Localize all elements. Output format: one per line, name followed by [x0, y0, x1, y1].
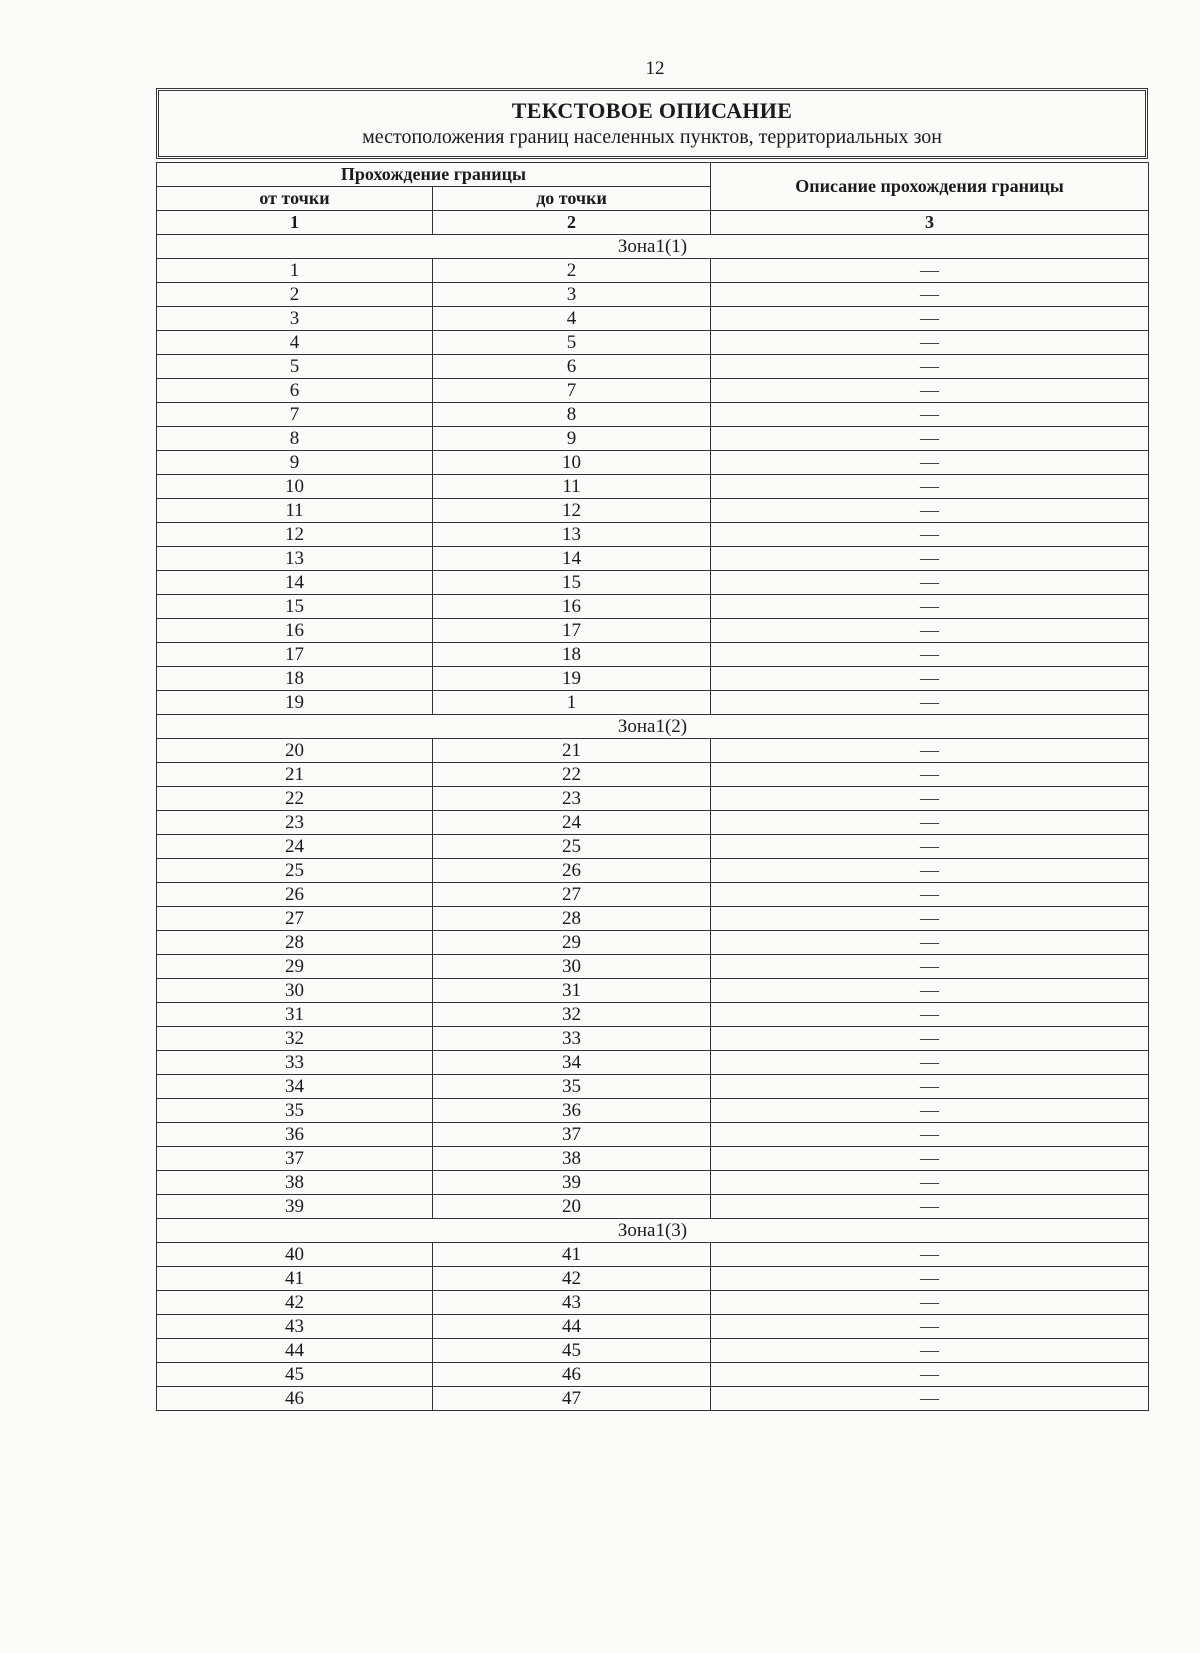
to-point-cell: 17	[433, 619, 711, 643]
table-row	[157, 979, 1149, 1003]
table-row	[157, 427, 1149, 451]
from-point-cell: 28	[157, 931, 433, 955]
to-point-cell: 23	[433, 787, 711, 811]
zone-label: Зона1(2)	[157, 715, 1149, 739]
to-point-cell: 33	[433, 1027, 711, 1051]
from-point-cell: 18	[157, 667, 433, 691]
table-row	[157, 1243, 1149, 1267]
zone-label: Зона1(3)	[157, 1219, 1149, 1243]
description-cell: —	[711, 1099, 1149, 1123]
description-cell: —	[711, 1051, 1149, 1075]
zone-row	[157, 235, 1149, 259]
table-row	[157, 907, 1149, 931]
description-cell: —	[711, 379, 1149, 403]
boundary-table	[156, 162, 1149, 1411]
table-row	[157, 883, 1149, 907]
to-point-cell: 27	[433, 883, 711, 907]
table-row	[157, 283, 1149, 307]
from-point-cell: 45	[157, 1363, 433, 1387]
table-row	[157, 787, 1149, 811]
description-cell: —	[711, 523, 1149, 547]
to-point-cell: 15	[433, 571, 711, 595]
description-cell: —	[711, 1243, 1149, 1267]
description-cell: —	[711, 619, 1149, 643]
description-cell: —	[711, 1147, 1149, 1171]
description-cell: —	[711, 1075, 1149, 1099]
to-point-cell: 5	[433, 331, 711, 355]
to-point-cell: 38	[433, 1147, 711, 1171]
table-row	[157, 595, 1149, 619]
to-point-cell: 4	[433, 307, 711, 331]
table-row	[157, 1363, 1149, 1387]
description-cell: —	[711, 1291, 1149, 1315]
from-point-cell: 6	[157, 379, 433, 403]
from-point-cell: 5	[157, 355, 433, 379]
to-point-cell: 42	[433, 1267, 711, 1291]
table-row	[157, 571, 1149, 595]
from-point-cell: 4	[157, 331, 433, 355]
from-point-cell: 43	[157, 1315, 433, 1339]
from-point-cell: 38	[157, 1171, 433, 1195]
header-to: до точки	[433, 187, 711, 211]
description-cell: —	[711, 955, 1149, 979]
to-point-cell: 21	[433, 739, 711, 763]
to-point-cell: 7	[433, 379, 711, 403]
description-cell: —	[711, 1315, 1149, 1339]
description-cell: —	[711, 691, 1149, 715]
document-subtitle: местоположения границ населенных пунктов, территориальных зон	[362, 126, 942, 148]
to-point-cell: 47	[433, 1387, 711, 1411]
to-point-cell: 44	[433, 1315, 711, 1339]
table-row	[157, 691, 1149, 715]
to-point-cell: 8	[433, 403, 711, 427]
description-cell: —	[711, 1003, 1149, 1027]
description-cell: —	[711, 835, 1149, 859]
description-cell: —	[711, 931, 1149, 955]
to-point-cell: 30	[433, 955, 711, 979]
description-cell: —	[711, 259, 1149, 283]
from-point-cell: 11	[157, 499, 433, 523]
table-row	[157, 499, 1149, 523]
from-point-cell: 40	[157, 1243, 433, 1267]
from-point-cell: 35	[157, 1099, 433, 1123]
description-cell: —	[711, 427, 1149, 451]
table-row	[157, 955, 1149, 979]
to-point-cell: 16	[433, 595, 711, 619]
to-point-cell: 31	[433, 979, 711, 1003]
table-row	[157, 379, 1149, 403]
from-point-cell: 33	[157, 1051, 433, 1075]
table-row	[157, 739, 1149, 763]
table-row	[157, 307, 1149, 331]
header-col-1: 1	[157, 211, 433, 235]
table-row	[157, 1195, 1149, 1219]
table-row	[157, 619, 1149, 643]
to-point-cell: 41	[433, 1243, 711, 1267]
description-cell: —	[711, 475, 1149, 499]
header-description: Описание прохождения границы	[711, 163, 1149, 211]
header-col-3: 3	[711, 211, 1149, 235]
description-cell: —	[711, 403, 1149, 427]
from-point-cell: 7	[157, 403, 433, 427]
zone-row	[157, 1219, 1149, 1243]
zone-row	[157, 715, 1149, 739]
from-point-cell: 16	[157, 619, 433, 643]
table-row	[157, 523, 1149, 547]
description-cell: —	[711, 1027, 1149, 1051]
table-row	[157, 1123, 1149, 1147]
table-row	[157, 1003, 1149, 1027]
from-point-cell: 25	[157, 859, 433, 883]
table-row	[157, 1171, 1149, 1195]
description-cell: —	[711, 1363, 1149, 1387]
from-point-cell: 8	[157, 427, 433, 451]
from-point-cell: 2	[157, 283, 433, 307]
table-row	[157, 931, 1149, 955]
description-cell: —	[711, 667, 1149, 691]
description-cell: —	[711, 331, 1149, 355]
description-cell: —	[711, 787, 1149, 811]
to-point-cell: 11	[433, 475, 711, 499]
table-row	[157, 835, 1149, 859]
to-point-cell: 18	[433, 643, 711, 667]
from-point-cell: 1	[157, 259, 433, 283]
table-row	[157, 643, 1149, 667]
table-row	[157, 811, 1149, 835]
description-cell: —	[711, 883, 1149, 907]
from-point-cell: 42	[157, 1291, 433, 1315]
table-row	[157, 1387, 1149, 1411]
to-point-cell: 43	[433, 1291, 711, 1315]
description-cell: —	[711, 1171, 1149, 1195]
to-point-cell: 34	[433, 1051, 711, 1075]
description-cell: —	[711, 499, 1149, 523]
table-row	[157, 1291, 1149, 1315]
description-cell: —	[711, 1195, 1149, 1219]
to-point-cell: 35	[433, 1075, 711, 1099]
to-point-cell: 10	[433, 451, 711, 475]
to-point-cell: 19	[433, 667, 711, 691]
from-point-cell: 3	[157, 307, 433, 331]
from-point-cell: 13	[157, 547, 433, 571]
from-point-cell: 29	[157, 955, 433, 979]
table-row	[157, 859, 1149, 883]
title-box	[156, 88, 1148, 159]
description-cell: —	[711, 547, 1149, 571]
table-row	[157, 259, 1149, 283]
from-point-cell: 37	[157, 1147, 433, 1171]
to-point-cell: 3	[433, 283, 711, 307]
table-row	[157, 1339, 1149, 1363]
description-cell: —	[711, 571, 1149, 595]
description-cell: —	[711, 1267, 1149, 1291]
table-row	[157, 667, 1149, 691]
description-cell: —	[711, 451, 1149, 475]
table-row	[157, 451, 1149, 475]
document-title: ТЕКСТОВОЕ ОПИСАНИЕ	[511, 98, 793, 123]
header-passage: Прохождение границы	[157, 163, 711, 187]
table-row	[157, 1051, 1149, 1075]
from-point-cell: 41	[157, 1267, 433, 1291]
table-row	[157, 1315, 1149, 1339]
from-point-cell: 20	[157, 739, 433, 763]
description-cell: —	[711, 1123, 1149, 1147]
description-cell: —	[711, 907, 1149, 931]
from-point-cell: 10	[157, 475, 433, 499]
description-cell: —	[711, 643, 1149, 667]
to-point-cell: 12	[433, 499, 711, 523]
from-point-cell: 34	[157, 1075, 433, 1099]
to-point-cell: 29	[433, 931, 711, 955]
zone-label: Зона1(1)	[157, 235, 1149, 259]
to-point-cell: 46	[433, 1363, 711, 1387]
from-point-cell: 19	[157, 691, 433, 715]
to-point-cell: 14	[433, 547, 711, 571]
table-row	[157, 1027, 1149, 1051]
to-point-cell: 45	[433, 1339, 711, 1363]
from-point-cell: 32	[157, 1027, 433, 1051]
to-point-cell: 13	[433, 523, 711, 547]
description-cell: —	[711, 1387, 1149, 1411]
from-point-cell: 27	[157, 907, 433, 931]
description-cell: —	[711, 979, 1149, 1003]
description-cell: —	[711, 595, 1149, 619]
from-point-cell: 12	[157, 523, 433, 547]
table-row	[157, 1075, 1149, 1099]
description-cell: —	[711, 355, 1149, 379]
to-point-cell: 25	[433, 835, 711, 859]
description-cell: —	[711, 739, 1149, 763]
table-row	[157, 403, 1149, 427]
from-point-cell: 15	[157, 595, 433, 619]
from-point-cell: 9	[157, 451, 433, 475]
to-point-cell: 28	[433, 907, 711, 931]
table-body	[157, 235, 1149, 1411]
from-point-cell: 23	[157, 811, 433, 835]
from-point-cell: 39	[157, 1195, 433, 1219]
description-cell: —	[711, 307, 1149, 331]
description-cell: —	[711, 1339, 1149, 1363]
to-point-cell: 37	[433, 1123, 711, 1147]
table-row	[157, 355, 1149, 379]
from-point-cell: 17	[157, 643, 433, 667]
to-point-cell: 20	[433, 1195, 711, 1219]
to-point-cell: 32	[433, 1003, 711, 1027]
table-row	[157, 1099, 1149, 1123]
to-point-cell: 26	[433, 859, 711, 883]
to-point-cell: 6	[433, 355, 711, 379]
description-cell: —	[711, 859, 1149, 883]
to-point-cell: 9	[433, 427, 711, 451]
to-point-cell: 2	[433, 259, 711, 283]
from-point-cell: 44	[157, 1339, 433, 1363]
table-row	[157, 331, 1149, 355]
table-row	[157, 475, 1149, 499]
from-point-cell: 22	[157, 787, 433, 811]
description-cell: —	[711, 811, 1149, 835]
to-point-cell: 36	[433, 1099, 711, 1123]
table-row	[157, 547, 1149, 571]
to-point-cell: 22	[433, 763, 711, 787]
from-point-cell: 24	[157, 835, 433, 859]
header-col-2: 2	[433, 211, 711, 235]
description-cell: —	[711, 763, 1149, 787]
from-point-cell: 21	[157, 763, 433, 787]
from-point-cell: 31	[157, 1003, 433, 1027]
from-point-cell: 46	[157, 1387, 433, 1411]
from-point-cell: 26	[157, 883, 433, 907]
to-point-cell: 39	[433, 1171, 711, 1195]
from-point-cell: 14	[157, 571, 433, 595]
page-number: 12	[645, 58, 665, 79]
table-row	[157, 1267, 1149, 1291]
to-point-cell: 1	[433, 691, 711, 715]
table-row	[157, 763, 1149, 787]
table-row	[157, 1147, 1149, 1171]
header-from: от точки	[157, 187, 433, 211]
description-cell: —	[711, 283, 1149, 307]
from-point-cell: 36	[157, 1123, 433, 1147]
from-point-cell: 30	[157, 979, 433, 1003]
to-point-cell: 24	[433, 811, 711, 835]
